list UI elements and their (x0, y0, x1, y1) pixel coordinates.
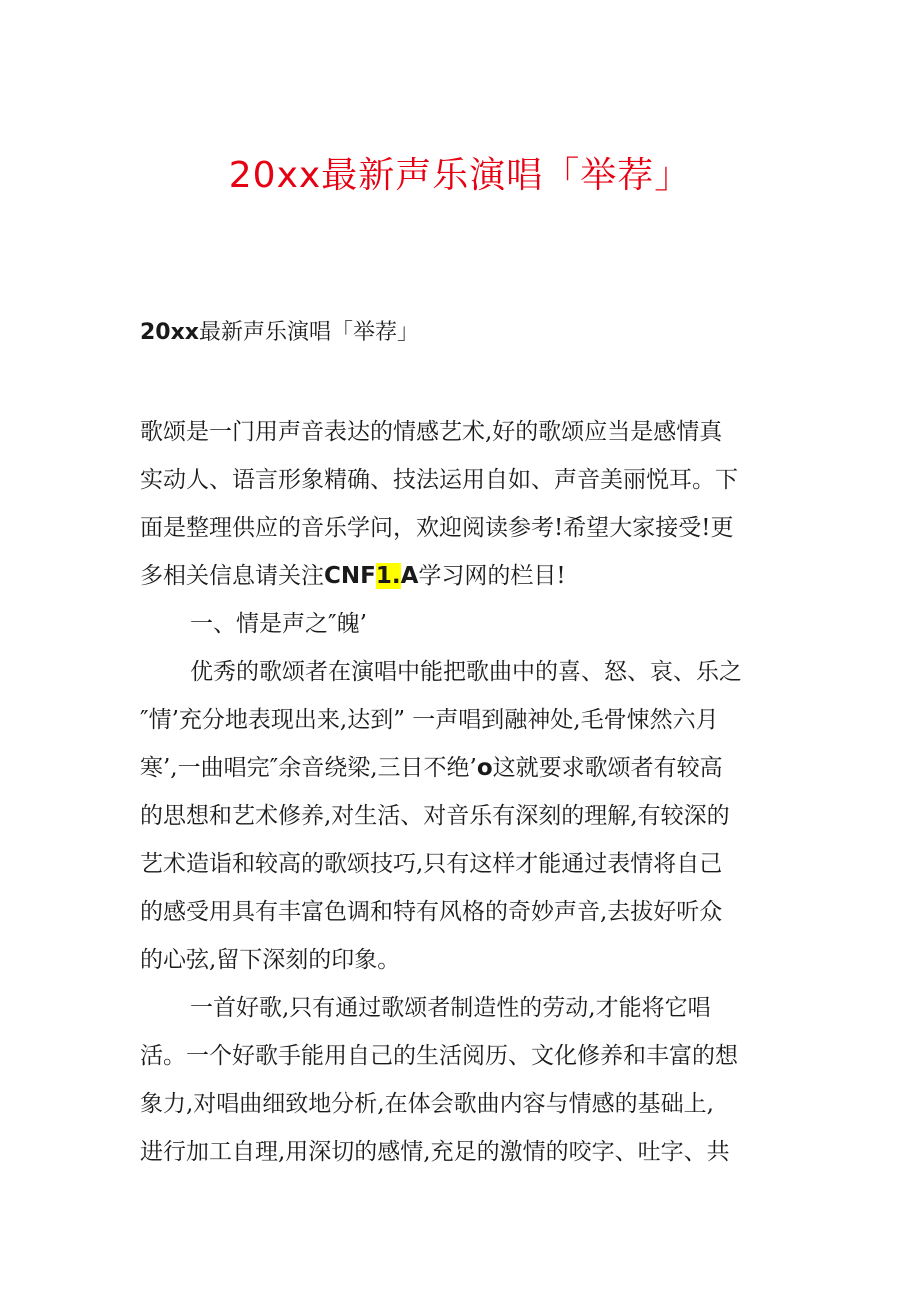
text-line (140, 744, 800, 792)
text-line: 象力,对唱曲细致地分析,在体会歌曲内容与情感的基础上, (140, 1091, 714, 1117)
site-name-bold: CNF (324, 563, 376, 589)
text-line: 实动人、语言形象精确、技法运用自如、声音美丽悦耳。下 (140, 467, 738, 493)
heading-year: 20xx (140, 320, 199, 345)
page-title: 20xx最新声乐演唱「举荐」 (228, 155, 692, 196)
site-name-bold-end: A (400, 563, 419, 589)
text-fragment: 这就要求歌颂者有较高 (492, 755, 723, 781)
text-line: 歌颂是一门用声音表达的情感艺术,好的歌颂应当是感情真 (140, 419, 723, 445)
text-line: 的心弦,留下深刻的印象。 (140, 947, 401, 973)
text-fragment: 多相关信息请关注 (140, 563, 324, 589)
text-line: ″情’充分地表现出来,达到” 一声唱到融神处,毛骨悚然六月 (140, 707, 719, 733)
text-line: 艺术造诣和较高的歌颂技巧,只有这样才能通过表情将自己 (140, 851, 723, 877)
bold-letter: o (476, 755, 493, 781)
text-line: 的思想和艺术修养,对生活、对音乐有深刻的理解,有较深的 (140, 803, 730, 829)
section-heading: 一、情是声之″魄’ (190, 611, 367, 637)
text-line: 的感受用具有丰富色调和特有风格的奇妙声音,去拔好听众 (140, 899, 723, 925)
document-heading (140, 318, 419, 348)
text-line: 活。一个好歌手能用自己的生活阅历、文化修养和丰富的想 (140, 1043, 738, 1069)
text-line (140, 552, 800, 600)
text-line: 一首好歌,只有通过歌颂者制造性的劳动,才能将它唱 (190, 995, 711, 1021)
text-line: 进行加工自理,用深切的感情,充足的激情的咬字、吐字、共 (140, 1139, 730, 1165)
text-line: 面是整理供应的音乐学问，欢迎阅读参考!希望大家接受!更 (140, 515, 734, 541)
highlighted-text: 1. (375, 563, 401, 589)
heading-text: 最新声乐演唱「举荐」 (199, 320, 420, 345)
text-fragment: 寒’,一曲唱完″余音绕梁,三日不绝’ (140, 755, 477, 781)
document-body (140, 408, 800, 1176)
text-line: 优秀的歌颂者在演唱中能把歌曲中的喜、怒、哀、乐之 (190, 659, 742, 685)
text-fragment: 学习网的栏目! (418, 563, 566, 589)
